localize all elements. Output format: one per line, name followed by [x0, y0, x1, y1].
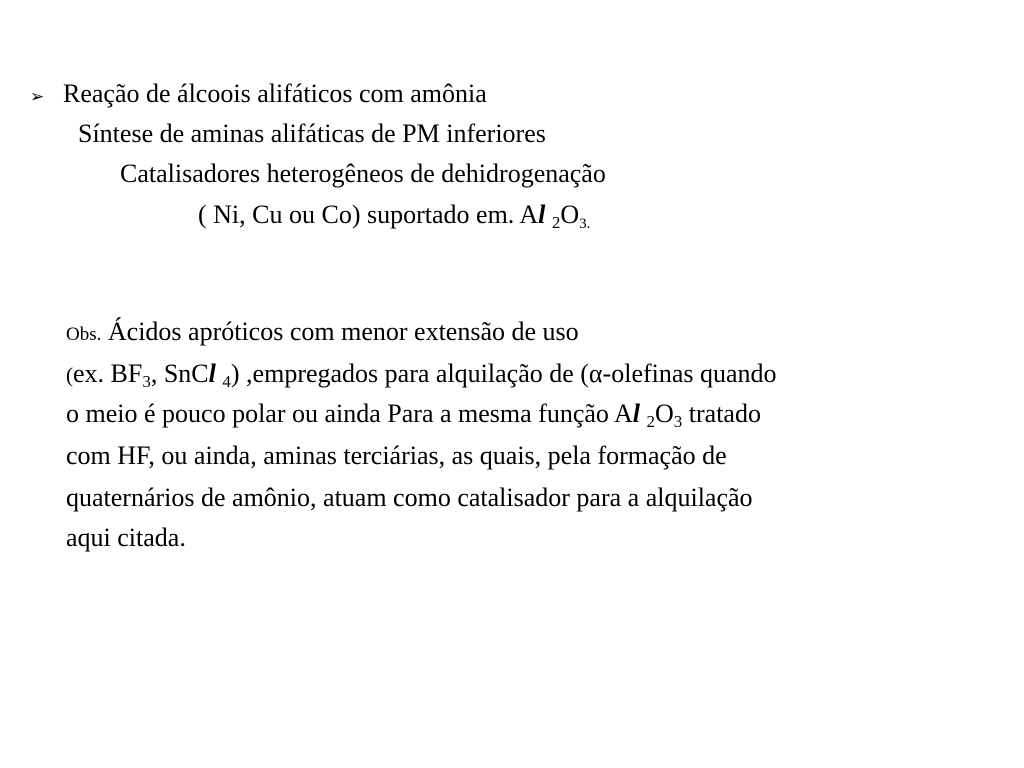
subpoint-1-text: Síntese de aminas alifáticas de PM inferiores	[78, 119, 546, 148]
obs-line-2-rest: ) ,empregados para alquilação de (α-olefinas quando	[230, 359, 777, 388]
subpoint-2	[120, 158, 606, 190]
obs-line-4-text: com HF, ou ainda, aminas terciárias, as quais, pela formação de	[66, 441, 727, 470]
obs-line-6	[66, 522, 186, 554]
obs-line-3-sub2: 2	[646, 412, 655, 431]
obs-line-6-text: aqui citada.	[66, 523, 186, 552]
obs-line-2-open: (	[66, 363, 73, 387]
obs-line-3-prefix: o meio é pouco polar ou ainda Para a mesma função A	[66, 399, 633, 428]
subpoint-3	[198, 199, 590, 231]
subpoint-3-sub-3: 3.	[579, 216, 591, 232]
heading-text: Reação de álcoois alifáticos com amônia	[63, 79, 487, 108]
obs-line-2	[66, 358, 777, 391]
obs-line-2-l: l	[208, 359, 216, 388]
obs-line-5-text: quaternários de amônio, atuam como catalisador para a alquilação	[66, 483, 753, 512]
subpoint-2-text: Catalisadores heterogêneos de dehidrogenação	[120, 159, 606, 188]
obs-line-3-l: l	[632, 399, 640, 428]
heading-line	[63, 78, 487, 110]
subpoint-1	[78, 118, 546, 150]
obs-line-3-sub3: 3	[673, 412, 683, 431]
obs-line-2-sub4: 4	[222, 372, 231, 391]
subpoint-3-prefix: ( Ni, Cu ou Co) suportado em. A	[198, 200, 539, 229]
obs-line-4	[66, 440, 727, 472]
obs-line-1	[66, 316, 579, 351]
subpoint-3-sub-2: 2	[551, 213, 561, 232]
subpoint-3-l: l	[538, 200, 546, 229]
obs-line-5	[66, 482, 753, 514]
obs-line-1-text: Ácidos apróticos com menor extensão de uso	[107, 317, 579, 346]
obs-label: Obs.	[66, 324, 102, 345]
arrow-bullet-icon: ➢	[30, 87, 45, 106]
obs-line-3	[66, 398, 761, 430]
subpoint-3-o: O	[560, 200, 580, 229]
obs-line-2-sub3: 3	[142, 372, 151, 391]
obs-line-2-sn: , SnC	[150, 359, 209, 388]
obs-line-3-o: O	[655, 399, 674, 428]
obs-line-3-rest: tratado	[682, 399, 761, 428]
obs-line-2-ex: ex. BF	[73, 359, 143, 388]
